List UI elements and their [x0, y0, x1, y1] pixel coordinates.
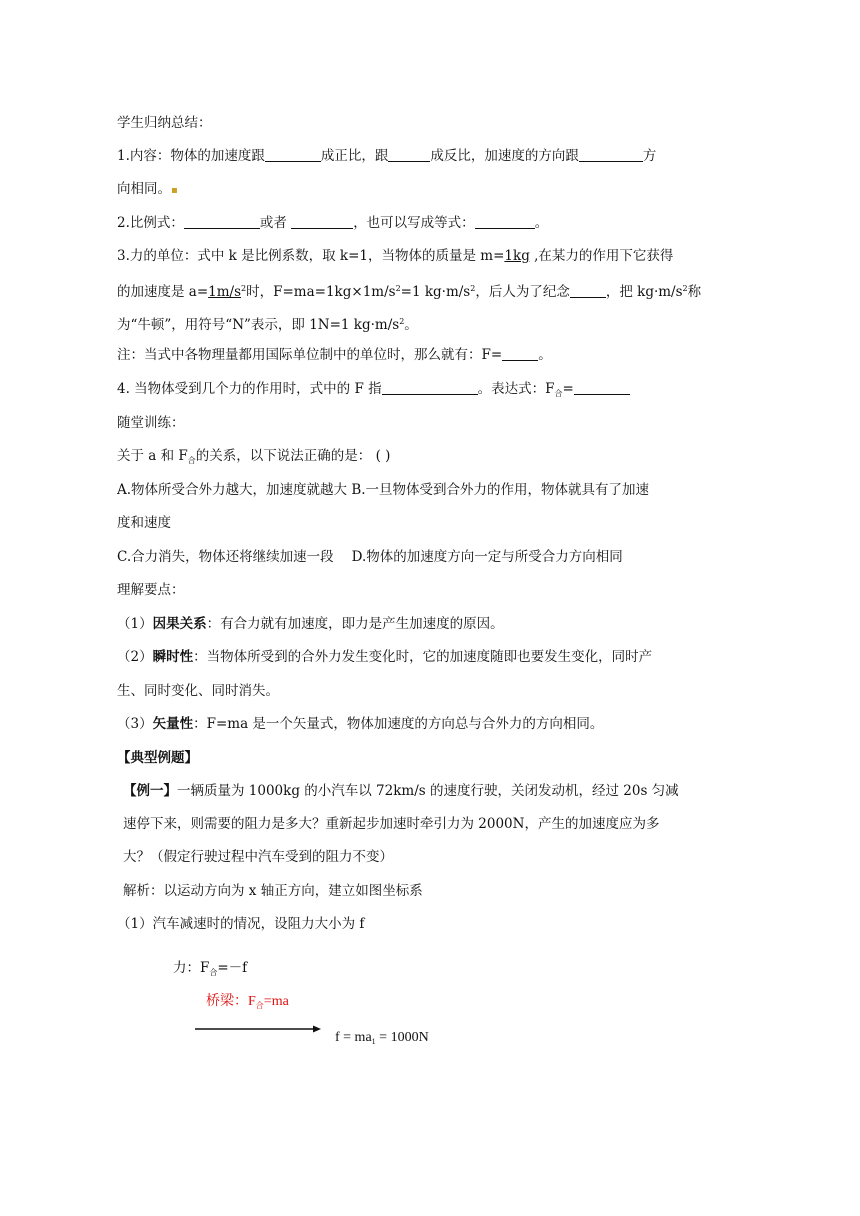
point-2: （2）瞬时性：当物体所受到的合外力发生变化时，它的加速度随即也要发生变化，同时产	[117, 649, 653, 665]
option-b-cont: 度和速度	[117, 515, 171, 531]
item-2: 2.比例式： 或者 ，也可以写成等式： 。	[117, 215, 549, 231]
point-3: （3）矢量性：F=ma 是一个矢量式，物体加速度的方向总与合外力的方向相同。	[117, 716, 604, 732]
examples-heading: 【典型例题】	[117, 750, 198, 766]
blank[interactable]	[502, 346, 538, 361]
note: 注：当式中各物理量都用国际单位制中的单位时，那么就有：F= 。	[117, 347, 552, 363]
practice-heading: 随堂训练：	[117, 415, 185, 431]
blank[interactable]	[570, 283, 606, 298]
case-1: （1）汽车减速时的情况，设阻力大小为 f	[117, 916, 365, 932]
option-c-d: C.合力消失，物体还将继续加速一段 D.物体的加速度方向一定与所受合力方向相同	[117, 549, 623, 565]
example-1-line-3: 大？（假定行驶过程中汽车受到的阻力不变）	[123, 849, 393, 865]
points-heading: 理解要点：	[117, 582, 185, 598]
analysis: 解析：以运动方向为 x 轴正方向，建立如图坐标系	[123, 883, 423, 899]
blank[interactable]	[382, 380, 478, 395]
blank[interactable]	[184, 214, 260, 229]
blank[interactable]	[291, 214, 353, 229]
example-1-line-2: 速停下来，则需要的阻力是多大？重新起步加速时牵引力为 2000N，产生的加速度应为多	[123, 816, 660, 832]
item-4: 4. 当物体受到几个力的作用时，式中的 F 指 。表达式：$F_合=$	[117, 379, 630, 404]
item-3-line-1: 3.力的单位：式中 k 是比例系数，取 k=1，当物体的质量是 m=1kg ,在某力的作用下它获得	[117, 248, 674, 264]
example-1-line-1: 【例一】一辆质量为 1000kg 的小汽车以 72km/s 的速度行驶，关闭发动机，经过 20s 匀减	[123, 783, 679, 799]
blank[interactable]	[265, 147, 321, 162]
item-3-line-2: 的加速度是 $a=1m/s^2$时，$F=ma=1kg\times 1m/s^2=1$ $kg\cdot m/s^2$，后人为了纪念 ，把 $kg\cdot m/s^2$称	[117, 284, 702, 300]
blank[interactable]	[388, 147, 430, 162]
option-a-b: A.物体所受合外力越大，加速度就越大 B.一旦物体受到合外力的作用，物体就具有了加速	[117, 482, 650, 498]
blank[interactable]	[574, 380, 630, 395]
force-equation: 力：$F_合=-f$	[173, 960, 248, 977]
blank[interactable]	[579, 147, 643, 162]
blank[interactable]	[475, 214, 535, 229]
point-2-cont: 生、同时变化、同时消失。	[117, 683, 279, 699]
bridge-label: 桥梁：$F_合=ma$	[206, 994, 289, 1010]
stray-mark: ▪	[171, 185, 178, 196]
arrow-right-icon	[195, 1024, 321, 1034]
summary-heading: 学生归纳总结：	[117, 115, 212, 131]
item-3-line-3: 为“牛顿”，用符号“N”表示，即 1N=1 $kg\cdot m/s^2$。	[117, 317, 418, 333]
question: 关于 a 和 $F_合$的关系，以下说法正确的是： ( )	[117, 448, 391, 465]
point-1: （1）因果关系：有合力就有加速度，即力是产生加速度的原因。	[117, 616, 504, 632]
result-equation: $f = ma_1 = 1000N$	[335, 1030, 429, 1046]
item-1-line-2: 向相同。▪	[117, 181, 178, 197]
item-1-line-1: 1.内容：物体的加速度跟 成正比，跟 成反比，加速度的方向跟 方	[117, 148, 657, 164]
